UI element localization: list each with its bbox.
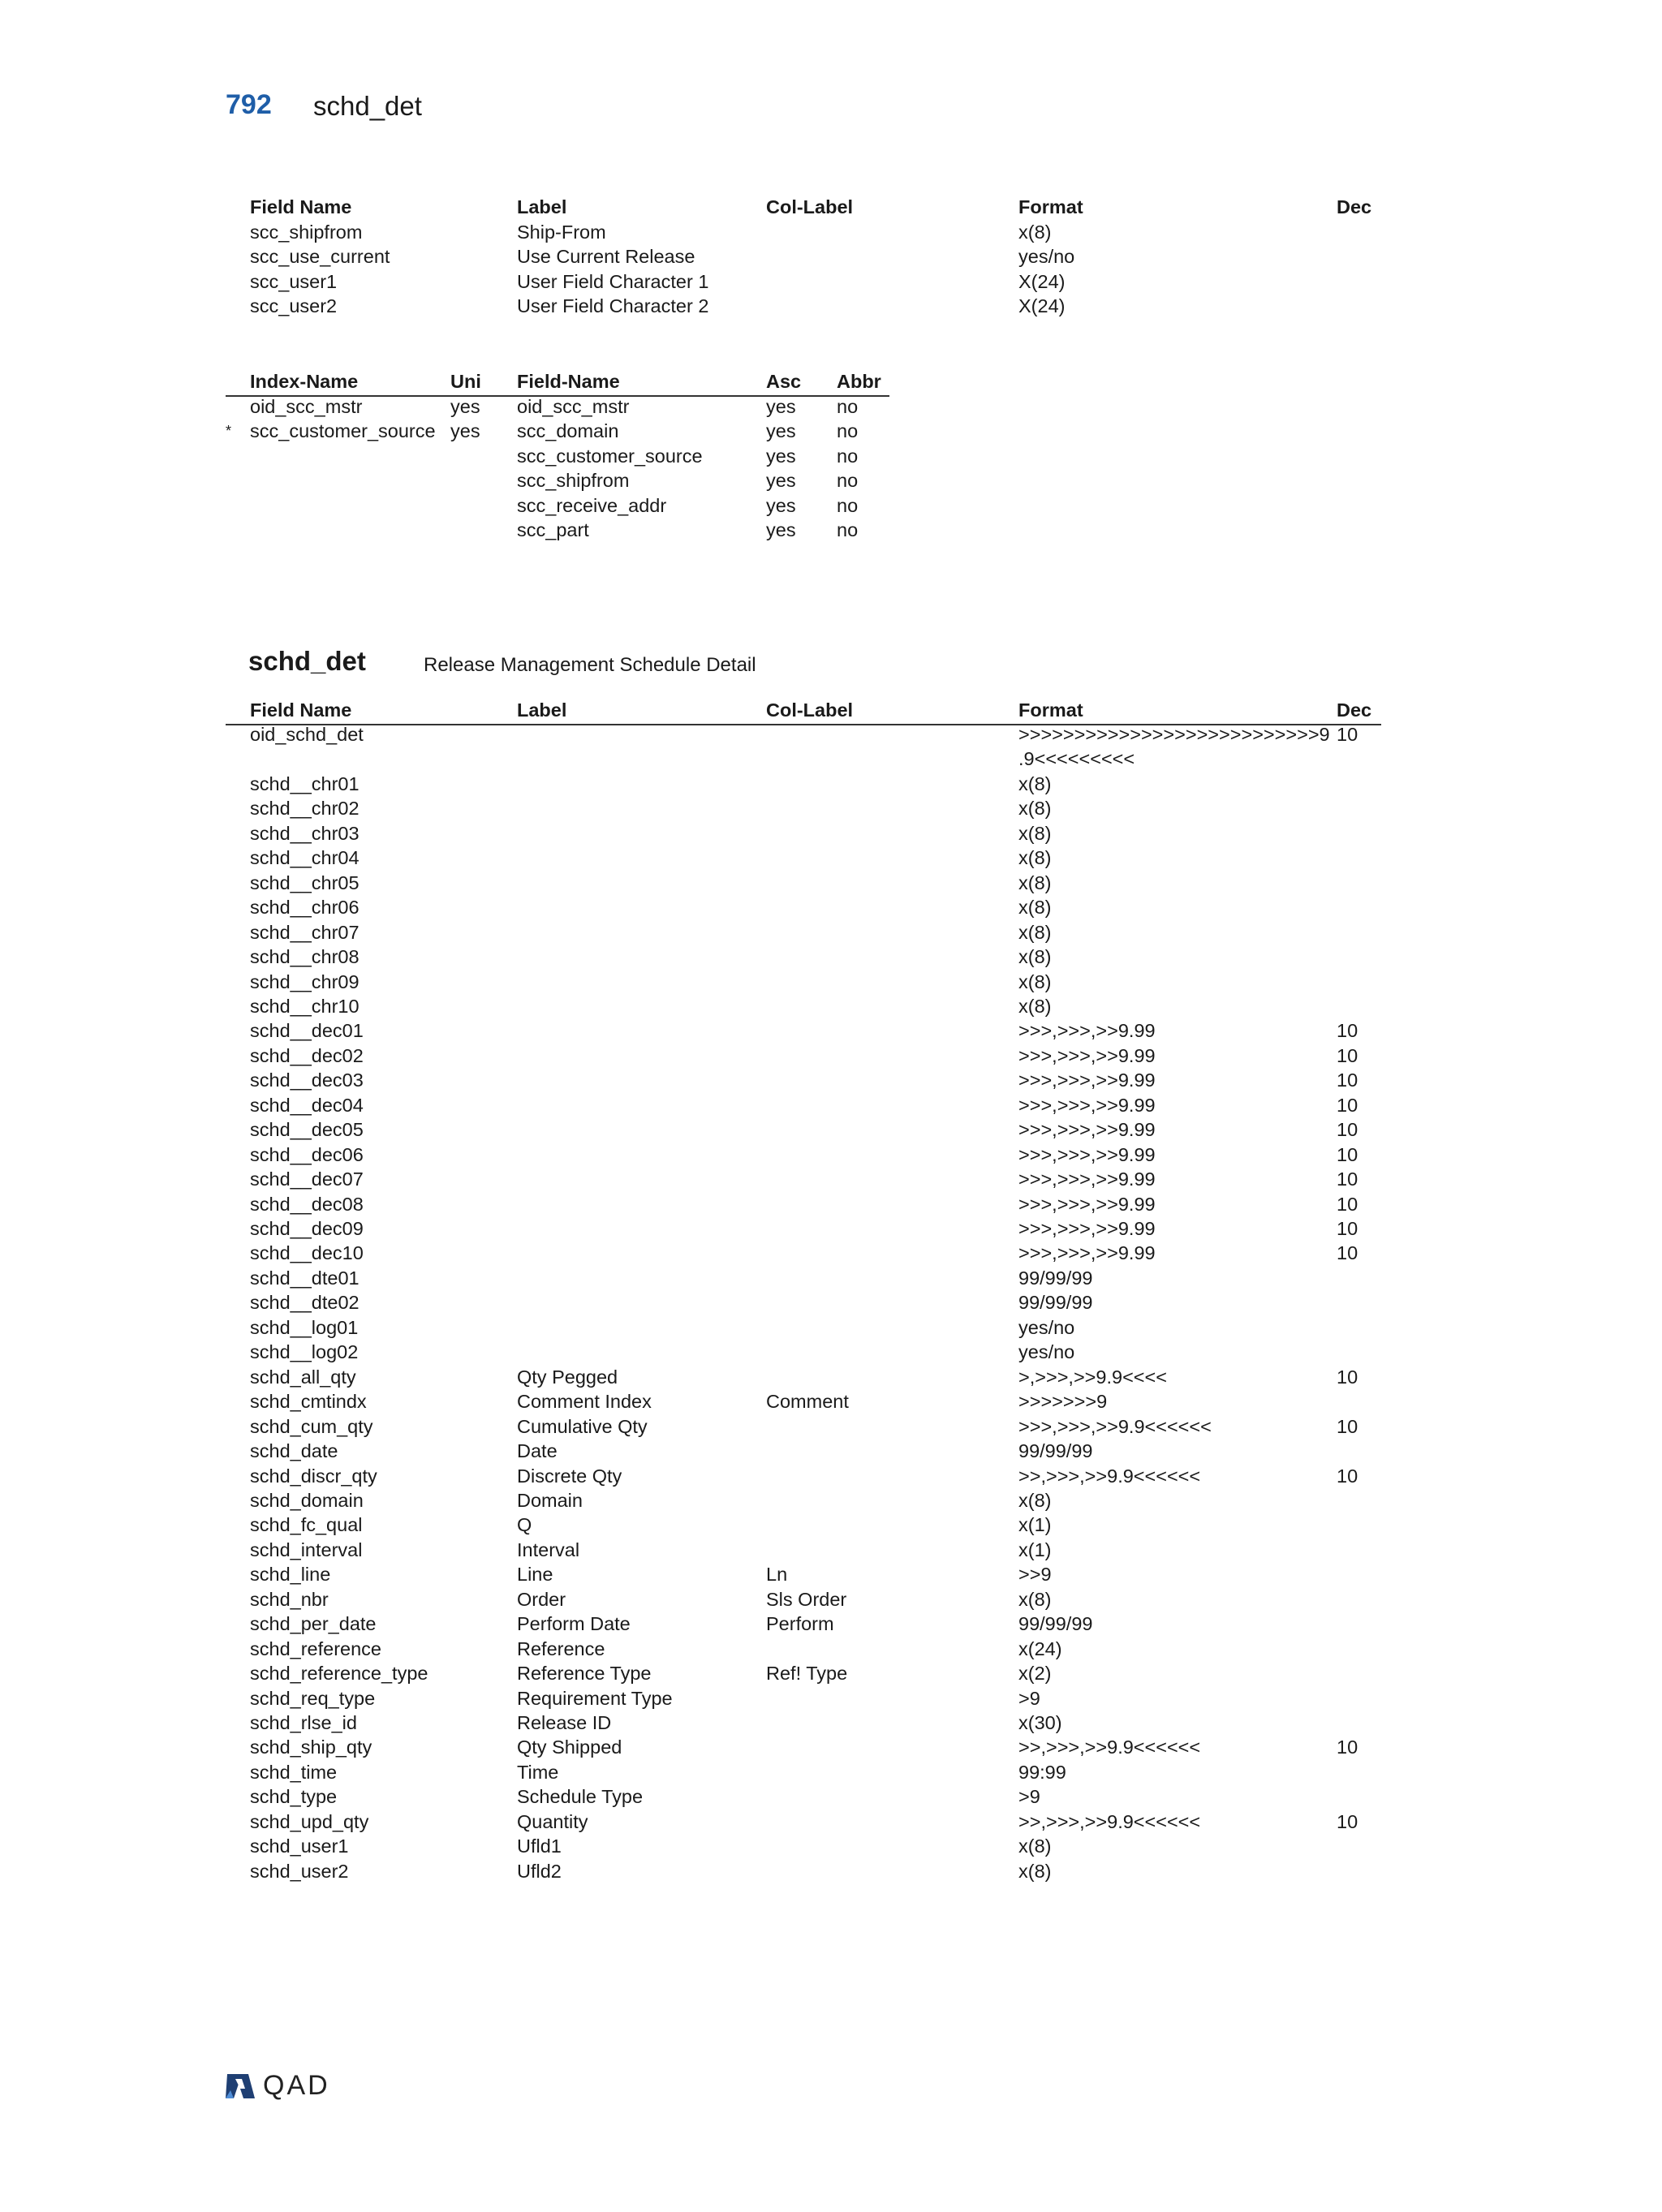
field-name: schd__dec04 xyxy=(250,1094,364,1116)
field-label: Quantity xyxy=(517,1810,588,1832)
index-ascending: yes xyxy=(766,445,796,467)
field-format: X(24) xyxy=(1018,270,1066,292)
section-title: schd_det xyxy=(248,646,366,676)
field-format: >>>,>>>,>>9.99 xyxy=(1018,1218,1156,1239)
field-label: Time xyxy=(517,1761,559,1783)
index-ascending: yes xyxy=(766,420,796,442)
field-format: >>>,>>>,>>9.99 xyxy=(1018,1094,1156,1116)
field-name: schd__dec09 xyxy=(250,1218,364,1239)
field-label: Domain xyxy=(517,1489,583,1511)
field-col-label: Ref! Type xyxy=(766,1663,848,1685)
schd-field-header-row xyxy=(0,698,1662,723)
field-format: 99/99/99 xyxy=(1018,1613,1093,1635)
index-name: scc_customer_source xyxy=(250,420,436,442)
field-label: User Field Character 2 xyxy=(517,295,709,317)
field-label: Order xyxy=(517,1588,566,1610)
table-row xyxy=(0,1216,1662,1242)
field-name: schd__log01 xyxy=(250,1316,359,1338)
table-row xyxy=(0,1784,1662,1810)
table-row xyxy=(0,220,1662,245)
field-dec: 10 xyxy=(1337,1020,1358,1042)
field-format: x(2) xyxy=(1018,1663,1052,1685)
table-row xyxy=(0,895,1662,920)
index-ascending: yes xyxy=(766,470,796,492)
index-name: oid_scc_mstr xyxy=(250,396,363,417)
index-unique: yes xyxy=(450,420,480,442)
table-row xyxy=(0,1637,1662,1662)
table-row xyxy=(0,1513,1662,1538)
field-format: >>>,>>>,>>9.99 xyxy=(1018,1044,1156,1066)
index-field-name: oid_scc_mstr xyxy=(517,396,630,417)
unique-index-marker: * xyxy=(226,423,232,440)
field-format: x(8) xyxy=(1018,1489,1052,1511)
table-row xyxy=(0,518,1662,543)
table-row xyxy=(0,1464,1662,1489)
field-format-continuation: .9<<<<<<<<< xyxy=(1018,748,1135,770)
field-dec: 10 xyxy=(1337,1218,1358,1239)
table-row xyxy=(0,1044,1662,1069)
col-header-format: Format xyxy=(1018,699,1083,721)
field-name: schd__dte02 xyxy=(250,1292,360,1314)
col-header-field-name: Field-Name xyxy=(517,371,620,392)
field-format: 99/99/99 xyxy=(1018,1267,1093,1289)
table-row xyxy=(0,1735,1662,1760)
field-label: Ufld1 xyxy=(517,1835,562,1857)
field-format: 99/99/99 xyxy=(1018,1440,1093,1462)
field-dec: 10 xyxy=(1337,1242,1358,1264)
table-row xyxy=(0,1365,1662,1390)
field-format: x(8) xyxy=(1018,946,1052,968)
field-format: yes/no xyxy=(1018,246,1075,268)
field-name: schd__dec08 xyxy=(250,1193,364,1215)
table-row xyxy=(0,394,1662,420)
col-header-format: Format xyxy=(1018,196,1083,217)
table-row xyxy=(0,945,1662,970)
field-name: schd_reference xyxy=(250,1637,381,1659)
table-row xyxy=(0,419,1662,444)
field-name: schd__dec05 xyxy=(250,1119,364,1141)
field-name: schd_discr_qty xyxy=(250,1465,377,1487)
field-format: x(1) xyxy=(1018,1539,1052,1560)
table-row xyxy=(0,1315,1662,1341)
field-label: Q xyxy=(517,1514,532,1536)
field-dec: 10 xyxy=(1337,1143,1358,1165)
field-format: yes/no xyxy=(1018,1341,1075,1363)
index-abbreviated: no xyxy=(837,470,859,492)
table-row xyxy=(0,1538,1662,1563)
index-abbreviated: no xyxy=(837,396,859,417)
field-format: >>>,>>>,>>9.9<<<<<< xyxy=(1018,1415,1212,1437)
field-format: >>>,>>>,>>9.99 xyxy=(1018,1119,1156,1141)
col-header-field-name: Field Name xyxy=(250,196,352,217)
index-abbreviated: no xyxy=(837,445,859,467)
table-row xyxy=(0,1068,1662,1093)
field-format: x(8) xyxy=(1018,1835,1052,1857)
field-name: schd__dec07 xyxy=(250,1168,364,1190)
field-format: 99/99/99 xyxy=(1018,1292,1093,1314)
table-row xyxy=(0,1290,1662,1315)
field-format: X(24) xyxy=(1018,295,1066,317)
table-row-continuation xyxy=(0,747,1662,772)
field-format: x(8) xyxy=(1018,871,1052,893)
field-name: schd__chr06 xyxy=(250,897,360,919)
field-format: >>>,>>>,>>9.99 xyxy=(1018,1069,1156,1091)
field-dec: 10 xyxy=(1337,1465,1358,1487)
field-label: Discrete Qty xyxy=(517,1465,622,1487)
field-name: schd_per_date xyxy=(250,1613,377,1635)
field-format: x(8) xyxy=(1018,1588,1052,1610)
field-name: scc_user2 xyxy=(250,295,338,317)
qad-logo-icon xyxy=(224,2072,256,2100)
table-row xyxy=(0,468,1662,493)
field-label: Qty Pegged xyxy=(517,1366,618,1388)
field-format: x(8) xyxy=(1018,222,1052,243)
field-name: scc_user1 xyxy=(250,270,338,292)
table-row xyxy=(0,1117,1662,1143)
col-header-label: Label xyxy=(517,699,567,721)
table-row xyxy=(0,1587,1662,1612)
field-label: User Field Character 1 xyxy=(517,270,709,292)
index-field-name: scc_part xyxy=(517,519,589,540)
field-format: >>>,>>>,>>9.99 xyxy=(1018,1193,1156,1215)
field-col-label: Perform xyxy=(766,1613,834,1635)
index-field-name: scc_shipfrom xyxy=(517,470,630,492)
field-name: schd__chr05 xyxy=(250,871,360,893)
table-row xyxy=(0,994,1662,1019)
field-name: scc_shipfrom xyxy=(250,222,363,243)
field-label: Line xyxy=(517,1564,553,1586)
table-row xyxy=(0,1760,1662,1785)
field-label: Release ID xyxy=(517,1712,612,1733)
field-name: schd_interval xyxy=(250,1539,363,1560)
index-unique: yes xyxy=(450,396,480,417)
field-label: Ship-From xyxy=(517,222,606,243)
index-abbreviated: no xyxy=(837,494,859,516)
field-dec: 10 xyxy=(1337,1415,1358,1437)
field-format: >>,>>>,>>9.9<<<<<< xyxy=(1018,1465,1201,1487)
col-header-dec: Dec xyxy=(1337,196,1372,217)
field-name: schd__dte01 xyxy=(250,1267,360,1289)
field-name: schd_cum_qty xyxy=(250,1415,373,1437)
field-format: x(1) xyxy=(1018,1514,1052,1536)
table-row xyxy=(0,871,1662,896)
field-name: schd_line xyxy=(250,1564,331,1586)
logo-text: QAD xyxy=(263,2070,330,2101)
field-label: Ufld2 xyxy=(517,1860,562,1882)
field-name: schd_domain xyxy=(250,1489,364,1511)
footer-logo xyxy=(224,2070,330,2102)
field-dec: 10 xyxy=(1337,1119,1358,1141)
field-label: Perform Date xyxy=(517,1613,631,1635)
field-format: 99:99 xyxy=(1018,1761,1066,1783)
col-header-col-label: Col-Label xyxy=(766,196,854,217)
table-row xyxy=(0,1439,1662,1464)
field-format: >>>>>>>>>>>>>>>>>>>>>>>>>>>9 xyxy=(1018,724,1330,745)
table-row xyxy=(0,1143,1662,1168)
table-row xyxy=(0,970,1662,995)
index-field-name: scc_domain xyxy=(517,420,619,442)
table-row xyxy=(0,1562,1662,1587)
table-row xyxy=(0,821,1662,846)
table-row xyxy=(0,1859,1662,1884)
index-ascending: yes xyxy=(766,519,796,540)
field-name: schd__chr08 xyxy=(250,946,360,968)
field-format: >>,>>>,>>9.9<<<<<< xyxy=(1018,1810,1201,1832)
field-name: schd__dec03 xyxy=(250,1069,364,1091)
table-row xyxy=(0,1661,1662,1686)
field-name: schd_all_qty xyxy=(250,1366,356,1388)
field-format: x(8) xyxy=(1018,995,1052,1017)
field-col-label: Sls Order xyxy=(766,1588,847,1610)
field-name: schd_user2 xyxy=(250,1860,349,1882)
field-format: >9 xyxy=(1018,1786,1040,1808)
table-row xyxy=(0,846,1662,871)
col-header-dec: Dec xyxy=(1337,699,1372,721)
field-format: >,>>>,>>9.9<<<< xyxy=(1018,1366,1167,1388)
field-name: schd__chr03 xyxy=(250,822,360,844)
table-row xyxy=(0,493,1662,519)
field-format: >>>,>>>,>>9.99 xyxy=(1018,1020,1156,1042)
field-label: Qty Shipped xyxy=(517,1736,622,1758)
col-header-label: Label xyxy=(517,196,567,217)
col-header-asc: Asc xyxy=(766,371,802,392)
field-label: Reference xyxy=(517,1637,605,1659)
page-title: schd_det xyxy=(313,91,422,121)
field-name: schd__chr01 xyxy=(250,772,360,794)
field-name: schd__dec02 xyxy=(250,1044,364,1066)
field-format: x(8) xyxy=(1018,921,1052,943)
field-format: >>>,>>>,>>9.99 xyxy=(1018,1242,1156,1264)
field-dec: 10 xyxy=(1337,1193,1358,1215)
field-name: schd_req_type xyxy=(250,1687,376,1709)
table-row xyxy=(0,294,1662,319)
field-name: schd__chr10 xyxy=(250,995,360,1017)
table-row xyxy=(0,920,1662,945)
field-dec: 10 xyxy=(1337,1810,1358,1832)
field-format: x(30) xyxy=(1018,1712,1062,1733)
index-field-name: scc_receive_addr xyxy=(517,494,667,516)
index-ascending: yes xyxy=(766,494,796,516)
table-row xyxy=(0,244,1662,269)
field-label: Schedule Type xyxy=(517,1786,644,1808)
field-format: x(8) xyxy=(1018,798,1052,820)
table-row xyxy=(0,722,1662,747)
col-header-index-name: Index-Name xyxy=(250,371,359,392)
field-dec: 10 xyxy=(1337,1094,1358,1116)
table-row xyxy=(0,772,1662,797)
field-format: x(8) xyxy=(1018,847,1052,869)
field-label: Date xyxy=(517,1440,558,1462)
table-row xyxy=(0,1241,1662,1266)
field-format: x(8) xyxy=(1018,822,1052,844)
table-row xyxy=(0,1018,1662,1044)
field-format: >>>,>>>,>>9.99 xyxy=(1018,1143,1156,1165)
field-format: >>>>>>>9 xyxy=(1018,1391,1108,1413)
index-ascending: yes xyxy=(766,396,796,417)
field-name: schd_user1 xyxy=(250,1835,349,1857)
field-format: >>,>>>,>>9.9<<<<<< xyxy=(1018,1736,1201,1758)
field-format: yes/no xyxy=(1018,1316,1075,1338)
field-dec: 10 xyxy=(1337,1069,1358,1091)
col-header-uni: Uni xyxy=(450,371,481,392)
index-abbreviated: no xyxy=(837,420,859,442)
field-name: schd__chr02 xyxy=(250,798,360,820)
field-dec: 10 xyxy=(1337,1168,1358,1190)
table-row xyxy=(0,1414,1662,1440)
field-format: x(8) xyxy=(1018,772,1052,794)
field-label: Reference Type xyxy=(517,1663,652,1685)
field-name: schd_rlse_id xyxy=(250,1712,357,1733)
field-name: schd__log02 xyxy=(250,1341,359,1363)
table-row xyxy=(0,1093,1662,1118)
col-header-field-name: Field Name xyxy=(250,699,352,721)
col-header-col-label: Col-Label xyxy=(766,699,854,721)
field-name: schd_time xyxy=(250,1761,338,1783)
field-format: >>9 xyxy=(1018,1564,1052,1586)
field-col-label: Comment xyxy=(766,1391,849,1413)
field-label: Comment Index xyxy=(517,1391,652,1413)
field-dec: 10 xyxy=(1337,1736,1358,1758)
field-name: schd_type xyxy=(250,1786,338,1808)
field-name: schd__chr04 xyxy=(250,847,360,869)
field-label: Requirement Type xyxy=(517,1687,673,1709)
field-name: schd_upd_qty xyxy=(250,1810,369,1832)
field-name: scc_use_current xyxy=(250,246,390,268)
field-name: schd_nbr xyxy=(250,1588,329,1610)
field-format: x(8) xyxy=(1018,1860,1052,1882)
field-name: schd__dec10 xyxy=(250,1242,364,1264)
table-row xyxy=(0,1488,1662,1513)
field-format: >9 xyxy=(1018,1687,1040,1709)
table-row xyxy=(0,1167,1662,1192)
section-description: Release Management Schedule Detail xyxy=(424,654,756,676)
page-number: 792 xyxy=(226,89,272,120)
table-row xyxy=(0,1266,1662,1291)
table-row xyxy=(0,1810,1662,1835)
field-label: Interval xyxy=(517,1539,580,1560)
field-col-label: Ln xyxy=(766,1564,788,1586)
field-name: schd_ship_qty xyxy=(250,1736,372,1758)
table-row xyxy=(0,444,1662,469)
table-row xyxy=(0,1389,1662,1414)
field-name: oid_schd_det xyxy=(250,724,364,745)
index-field-name: scc_customer_source xyxy=(517,445,703,467)
field-dec: 10 xyxy=(1337,724,1358,745)
field-name: schd__chr07 xyxy=(250,921,360,943)
table-row xyxy=(0,1711,1662,1736)
field-name: schd__dec06 xyxy=(250,1143,364,1165)
field-name: schd__chr09 xyxy=(250,970,360,992)
field-name: schd_fc_qual xyxy=(250,1514,363,1536)
table-row xyxy=(0,1686,1662,1711)
field-format: >>>,>>>,>>9.99 xyxy=(1018,1168,1156,1190)
table-row xyxy=(0,796,1662,821)
field-format: x(8) xyxy=(1018,970,1052,992)
table-row xyxy=(0,269,1662,295)
scc-field-header-row xyxy=(0,195,1662,220)
field-name: schd_reference_type xyxy=(250,1663,428,1685)
table-row xyxy=(0,1340,1662,1365)
field-dec: 10 xyxy=(1337,1366,1358,1388)
field-label: Use Current Release xyxy=(517,246,695,268)
table-row xyxy=(0,1192,1662,1217)
field-name: schd_cmtindx xyxy=(250,1391,367,1413)
index-abbreviated: no xyxy=(837,519,859,540)
field-label: Cumulative Qty xyxy=(517,1415,648,1437)
col-header-abbr: Abbr xyxy=(837,371,881,392)
field-name: schd_date xyxy=(250,1440,338,1462)
index-header-row xyxy=(0,369,1662,394)
table-row xyxy=(0,1834,1662,1859)
field-name: schd__dec01 xyxy=(250,1020,364,1042)
field-format: x(24) xyxy=(1018,1637,1062,1659)
field-format: x(8) xyxy=(1018,897,1052,919)
table-row xyxy=(0,1612,1662,1637)
field-dec: 10 xyxy=(1337,1044,1358,1066)
